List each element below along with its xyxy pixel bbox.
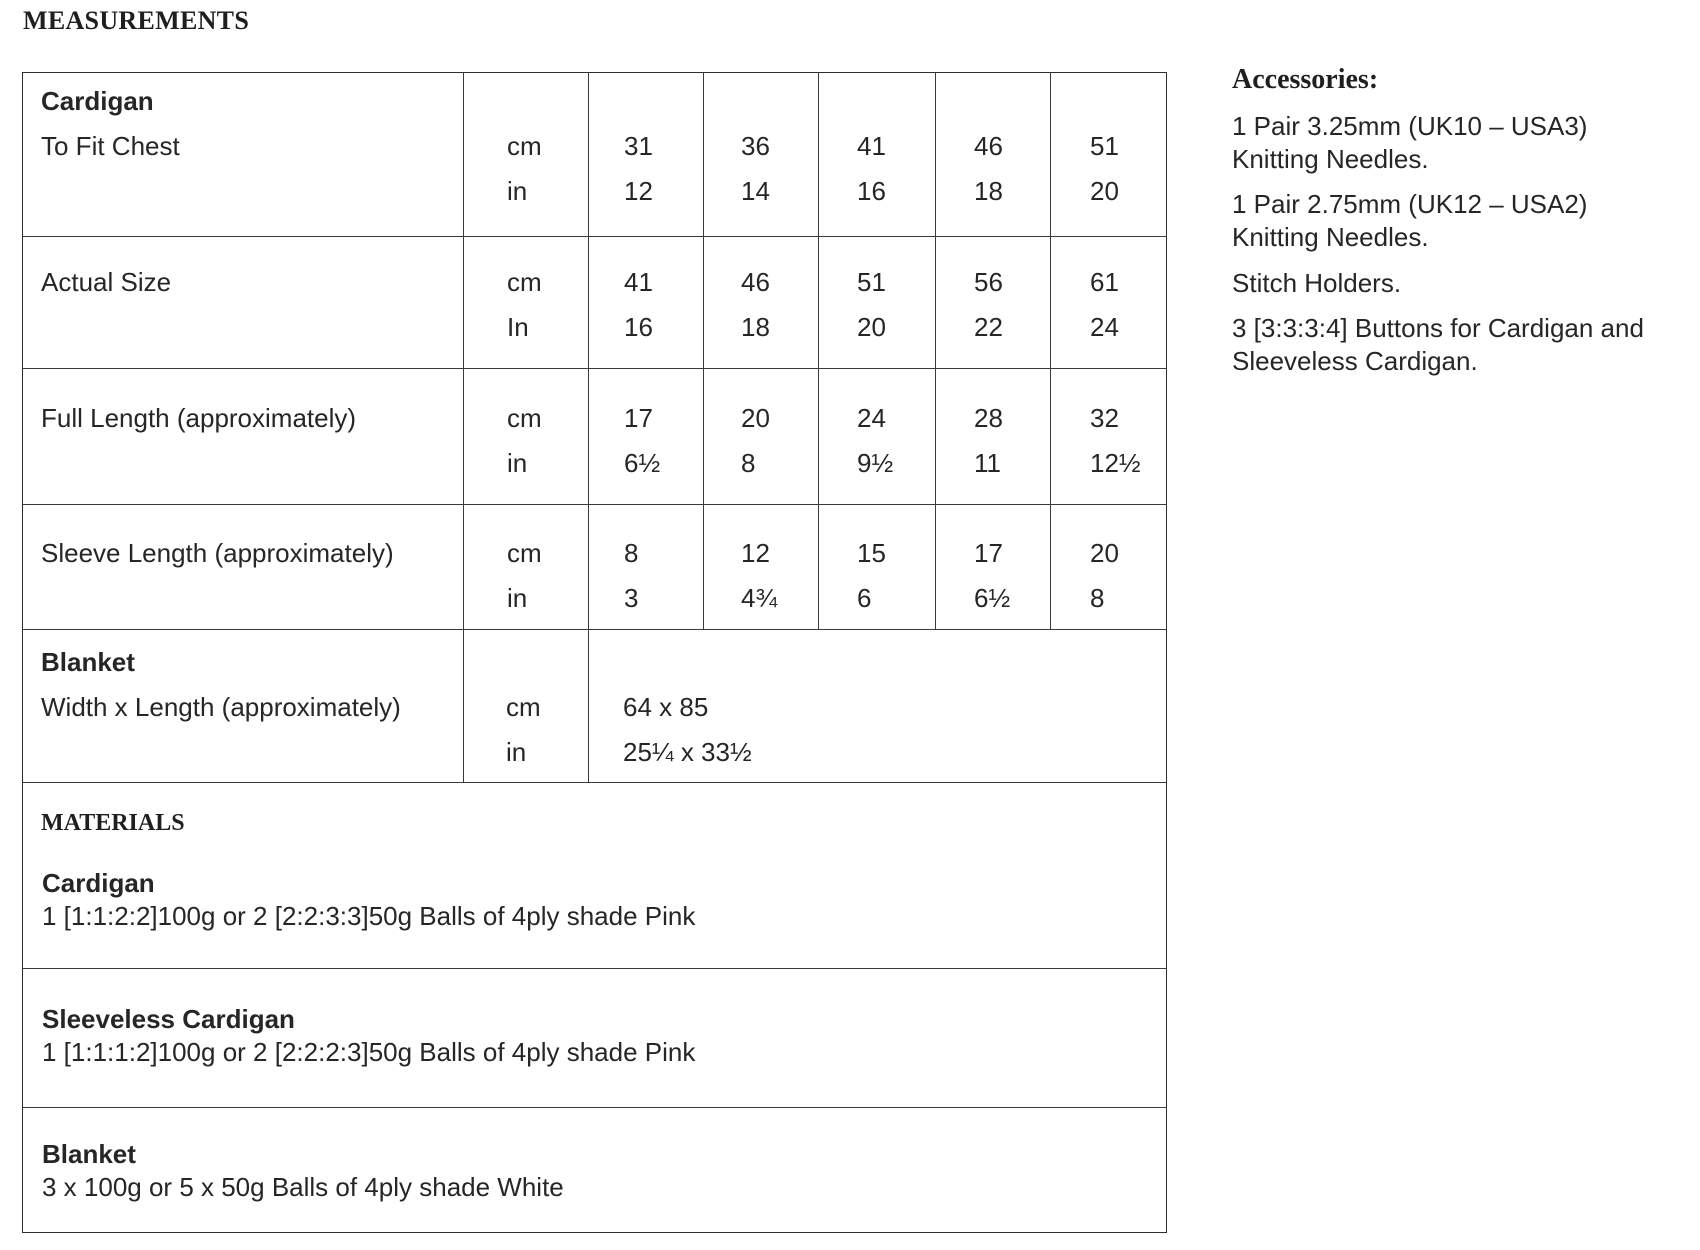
row-divider [22,782,1167,783]
value-in: 14 [741,176,770,206]
unit-in: in [507,583,528,613]
row-label: Width x Length (approximately) [41,692,401,722]
accessory-item [1232,110,1692,176]
row-label: Actual Size [41,267,172,297]
value-cm: 31 [624,131,653,161]
accessory-line: Knitting Needles. [1232,222,1429,252]
row-divider [22,968,1167,969]
accessories-heading: Accessories: [1232,64,1379,95]
materials-heading: MATERIALS [41,810,185,836]
value-cm: 36 [741,131,770,161]
value-in: 8 [1090,583,1105,613]
unit-cm: cm [507,131,542,161]
value-in: 11 [974,448,1001,478]
value-in: 20 [1090,176,1119,206]
value-cm: 20 [1090,538,1119,568]
unit-in: In [507,312,529,342]
value-in: 16 [857,176,886,206]
value-cm: 51 [857,267,886,297]
value-cm: 12 [741,538,770,568]
value-in: 18 [974,176,1003,206]
unit-cm: cm [506,692,541,722]
unit-cm: cm [507,538,542,568]
accessory-item [1232,267,1692,300]
value-in: 9½ [857,448,894,478]
value-cm: 56 [974,267,1003,297]
measurements-heading: MEASUREMENTS [23,6,250,35]
value-in: 16 [624,312,653,342]
value-in: 20 [857,312,886,342]
value-in: 12½ [1090,448,1141,478]
material-detail: 1 [1:1:2:2]100g or 2 [2:2:3:3]50g Balls of 4ply shade Pink [42,901,696,931]
value-cm: 64 x 85 [623,692,709,722]
row-divider [22,236,1167,237]
unit-cm: cm [507,267,542,297]
unit-cm: cm [507,403,542,433]
accessory-line: Sleeveless Cardigan. [1232,346,1478,376]
unit-in: in [506,737,527,767]
material-name: Sleeveless Cardigan [42,1004,295,1034]
value-cm: 17 [974,538,1003,568]
value-cm: 46 [741,267,770,297]
accessory-line: Knitting Needles. [1232,144,1429,174]
value-cm: 46 [974,131,1003,161]
value-in: 8 [741,448,756,478]
value-in: 6 [857,583,872,613]
value-in: 4¾ [741,583,778,613]
value-in: 3 [624,583,639,613]
value-cm: 32 [1090,403,1119,433]
row-label: Full Length (approximately) [41,403,357,433]
accessory-line: 3 [3:3:3:4] Buttons for Cardigan and [1232,313,1644,343]
value-cm: 41 [857,131,886,161]
column-divider [935,72,936,629]
column-divider [588,72,589,782]
row-divider [22,504,1167,505]
value-cm: 15 [857,538,886,568]
value-cm: 20 [741,403,770,433]
value-cm: 17 [624,403,653,433]
value-cm: 24 [857,403,886,433]
material-name: Blanket [42,1139,136,1169]
row-label: To Fit Chest [41,131,180,161]
value-in: 18 [741,312,770,342]
accessory-line: 1 Pair 2.75mm (UK12 – USA2) [1232,189,1588,219]
value-in: 24 [1090,312,1119,342]
value-in: 6½ [624,448,661,478]
group-label: Cardigan [41,86,154,116]
accessory-item [1232,312,1692,378]
column-divider [1050,72,1051,629]
material-detail: 1 [1:1:1:2]100g or 2 [2:2:2:3]50g Balls of 4ply shade Pink [42,1037,696,1067]
value-cm: 28 [974,403,1003,433]
column-divider [818,72,819,629]
column-divider [703,72,704,629]
value-in: 12 [624,176,653,206]
row-divider [22,368,1167,369]
value-in: 25¼ x 33½ [623,737,752,767]
column-divider [463,72,464,782]
accessory-line: 1 Pair 3.25mm (UK10 – USA3) [1232,111,1588,141]
accessory-line: Stitch Holders. [1232,268,1402,298]
material-detail: 3 x 100g or 5 x 50g Balls of 4ply shade White [42,1172,564,1202]
unit-in: in [507,176,528,206]
value-in: 6½ [974,583,1011,613]
value-cm: 61 [1090,267,1119,297]
value-cm: 41 [624,267,653,297]
accessory-item [1232,188,1692,254]
row-label: Sleeve Length (approximately) [41,538,394,568]
value-in: 22 [974,312,1003,342]
material-name: Cardigan [42,868,155,898]
value-cm: 51 [1090,131,1119,161]
group-label: Blanket [41,647,135,677]
row-divider [22,629,1167,630]
row-divider [22,1107,1167,1108]
value-cm: 8 [624,538,639,568]
unit-in: in [507,448,528,478]
